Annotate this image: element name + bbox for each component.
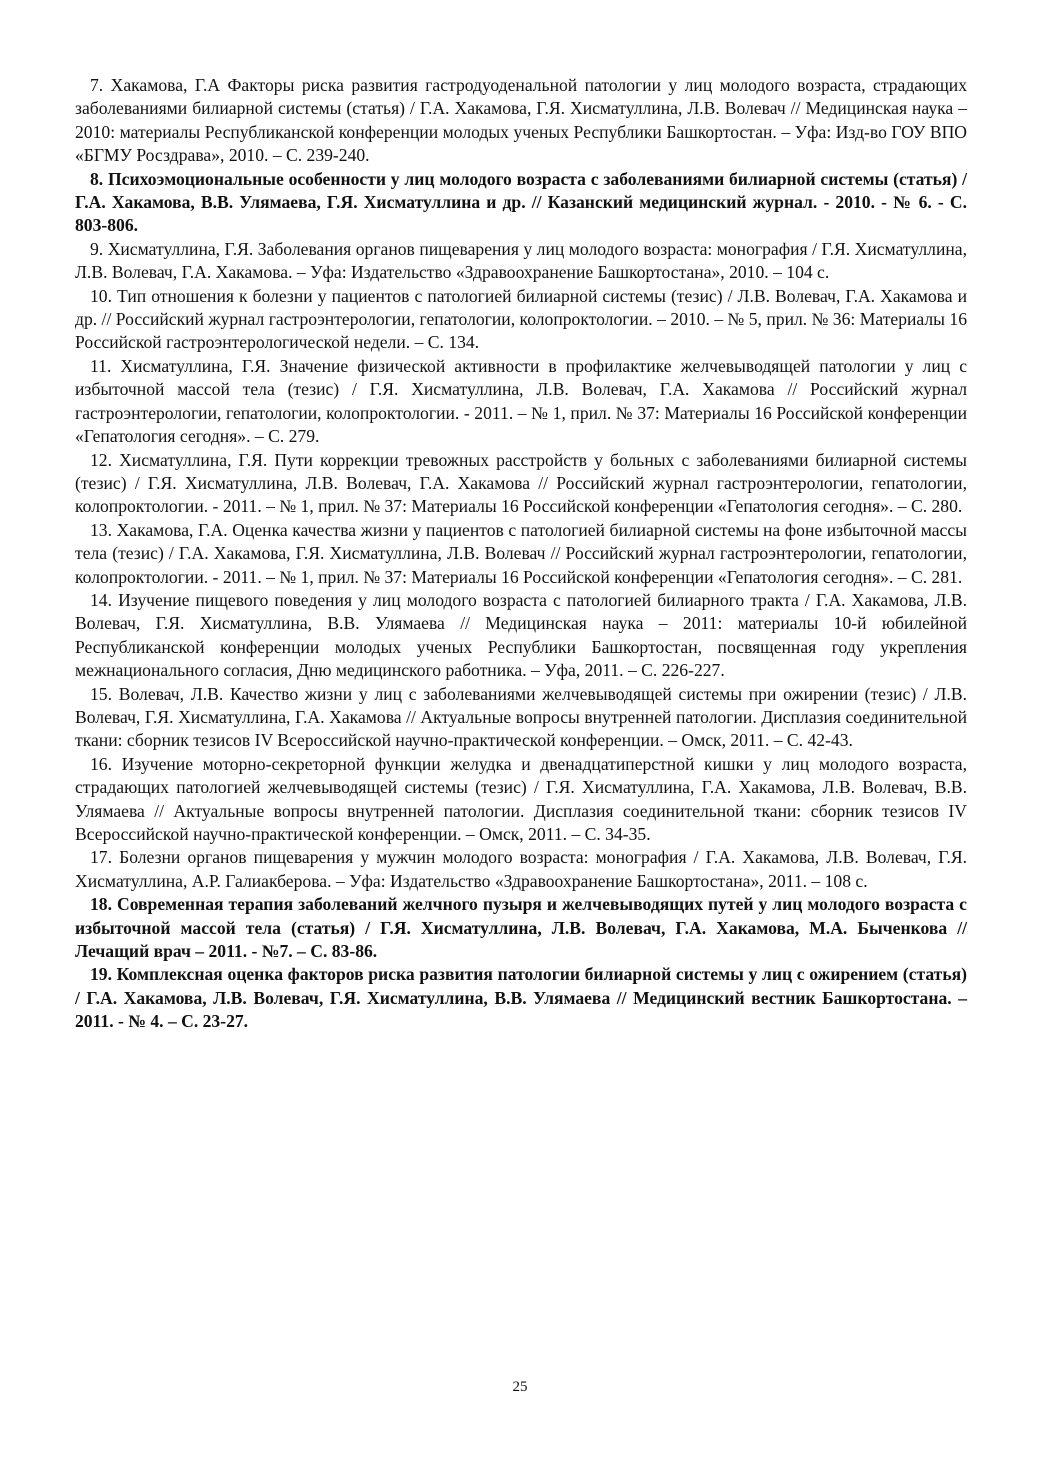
reference-text: Изучение пищевого поведения у лиц молодого возраста с патологией билиарного тракта / Г.А. Хакамова, Л.В. Волевач, Г.Я. Хисматуллина, В.В. Улямаева // Медицинская наука – 2011: материалы 10-й юбилейной Республиканской конференции молодых ученых Республики Башкортостан, посвященная году укрепления межнационального согласия, Дню медицинского работника. – Уфа, 2011. – С. 226-227. bbox=[75, 589, 967, 681]
reference-entry bbox=[75, 168, 967, 238]
reference-number: 10. bbox=[90, 285, 112, 306]
reference-text: Хакамова, Г.А Факторы риска развития гастродуоденальной патологии у лиц молодого возраста, страдающих заболеваниями билиарной системы (статья) / Г.А. Хакамова, Г.Я. Хисматуллина, Л.В. Волевач // Медицинская наука – 2010: материалы Республиканской конференции молодых ученых Республики Башкортостан. – Уфа: Изд-во ГОУ ВПО «БГМУ Росздрава», 2010. – С. 239-240. bbox=[75, 75, 967, 166]
reference-number: 7. bbox=[90, 75, 104, 95]
reference-entry bbox=[75, 238, 967, 285]
reference-text: Хисматуллина, Г.Я. Значение физической активности в профилактике желчевыводящей патологии у лиц с избыточной массой тела (тезис) / Г.Я. Хисматуллина, Л.В. Волевач, Г.А. Хакамова // Российский журнал гастроэнтерологии, гепатологии, колопроктологии. - 2011. – № 1, прил. № 37: Материалы 16 Российской конференции «Гепатология сегодня». – С. 279. bbox=[75, 355, 968, 447]
page-number: 25 bbox=[512, 1379, 528, 1395]
reference-entry bbox=[75, 449, 967, 519]
reference-number: 18. bbox=[90, 894, 112, 915]
reference-text: Болезни органов пищеварения у мужчин молодого возраста: монография / Г.А. Хакамова, Л.В. Волевач, Г.Я. Хисматуллина, А.Р. Галиакберова. – Уфа: Издательство «Здравоохранение Башкортостана», 2011. – 108 с. bbox=[75, 847, 967, 891]
reference-text: Психоэмоциональные особенности у лиц молодого возраста с заболеваниями билиарной системы (статья) / Г.А. Хакамова, В.В. Улямаева, Г.Я. Хисматуллина и др. // Казанский медицинский журнал. - 2010. - № 6. - С. 803-806. bbox=[75, 168, 967, 236]
reference-entry bbox=[75, 519, 967, 589]
reference-entry bbox=[75, 589, 967, 683]
reference-number: 12. bbox=[90, 449, 112, 470]
reference-number: 9. bbox=[90, 238, 104, 259]
reference-entry bbox=[75, 74, 967, 168]
reference-text: Хисматуллина, Г.Я. Заболевания органов пищеварения у лиц молодого возраста: монография / Г.Я. Хисматуллина, Л.В. Волевач, Г.А. Хакамова. – Уфа: Издательство «Здравоохранение Башкортостана», 2010. – 104 с. bbox=[75, 238, 968, 283]
reference-entry bbox=[75, 683, 967, 753]
reference-entry bbox=[75, 355, 967, 449]
reference-number: 13. bbox=[90, 519, 112, 540]
reference-entry bbox=[75, 753, 967, 847]
reference-entry bbox=[75, 846, 967, 893]
reference-text: Изучение моторно-секреторной функции желудка и двенадцатиперстной кишки у лиц молодого возраста, страдающих патологией желчевыводящей системы (тезис) / Г.Я. Хисматуллина, Г.А. Хакамова, Л.В. Волевач, В.В. Улямаева // Актуальные вопросы внутренней патологии. Дисплазия соединительной ткани: сборник тезисов IV Всероссийской научно-практической конференции. – Омск, 2011. – С. 34-35. bbox=[75, 753, 967, 844]
reference-number: 15. bbox=[90, 683, 112, 704]
reference-number: 14. bbox=[90, 589, 112, 610]
reference-text: Комплексная оценка факторов риска развития патологии билиарной системы у лиц с ожирением (статья) / Г.А. Хакамова, Л.В. Волевач, Г.Я. Хисматуллина, В.В. Улямаева // Медицинский вестник Башкортостана. – 2011. - № 4. – С. 23-27. bbox=[75, 964, 967, 1032]
reference-list bbox=[75, 74, 967, 1034]
reference-number: 19. bbox=[90, 964, 112, 985]
reference-number: 16. bbox=[90, 753, 112, 774]
reference-text: Тип отношения к болезни у пациентов с патологией билиарной системы (тезис) / Л.В. Волевач, Г.А. Хакамова и др. // Российский журнал гастроэнтерологии, гепатологии, колопроктологии. – 2010. – № 5, прил. № 36: Материалы 16 Российской гастроэнтерологической недели. – С. 134. bbox=[75, 285, 967, 353]
reference-text: Волевач, Л.В. Качество жизни у лиц с заболеваниями желчевыводящей системы при ожирении (тезис) / Л.В. Волевач, Г.Я. Хисматуллина, Г.А. Хакамова // Актуальные вопросы внутренней патологии. Дисплазия соединительной ткани: сборник тезисов IV Всероссийской научно-практической конференции. – Омск, 2011. – С. 42-43. bbox=[75, 683, 967, 751]
reference-text: Хакамова, Г.А. Оценка качества жизни у пациентов с патологией билиарной системы на фоне избыточной массы тела (тезис) / Г.А. Хакамова, Г.Я. Хисматуллина, Л.В. Волевач // Российский журнал гастроэнтерологии, гепатологии, колопроктологии. - 2011. – № 1, прил. № 37: Материалы 16 Российской конференции «Гепатология сегодня». – С. 281. bbox=[75, 519, 967, 587]
reference-number: 17. bbox=[90, 847, 112, 868]
reference-text: Современная терапия заболеваний желчного пузыря и желчевыводящих путей у лиц молодого возраста с избыточной массой тела (статья) / Г.Я. Хисматуллина, Л.В. Волевач, Г.А. Хакамова, М.А. Быченкова // Лечащий врач – 2011. - №7. – С. 83-86. bbox=[75, 894, 967, 962]
reference-entry bbox=[75, 285, 967, 355]
reference-number: 8. bbox=[90, 168, 104, 189]
reference-entry bbox=[75, 963, 967, 1033]
reference-text: Хисматуллина, Г.Я. Пути коррекции тревожных расстройств у больных с заболеваниями билиарной системы (тезис) / Г.Я. Хисматуллина, Л.В. Волевач, Г.А. Хакамова // Российский журнал гастроэнтерологии, гепатологии, колопроктологии. - 2011. – № 1, прил. № 37: Материалы 16 Российской конференции «Гепатология сегодня». – С. 280. bbox=[75, 449, 968, 517]
reference-entry bbox=[75, 893, 967, 963]
reference-number: 11. bbox=[90, 355, 112, 376]
